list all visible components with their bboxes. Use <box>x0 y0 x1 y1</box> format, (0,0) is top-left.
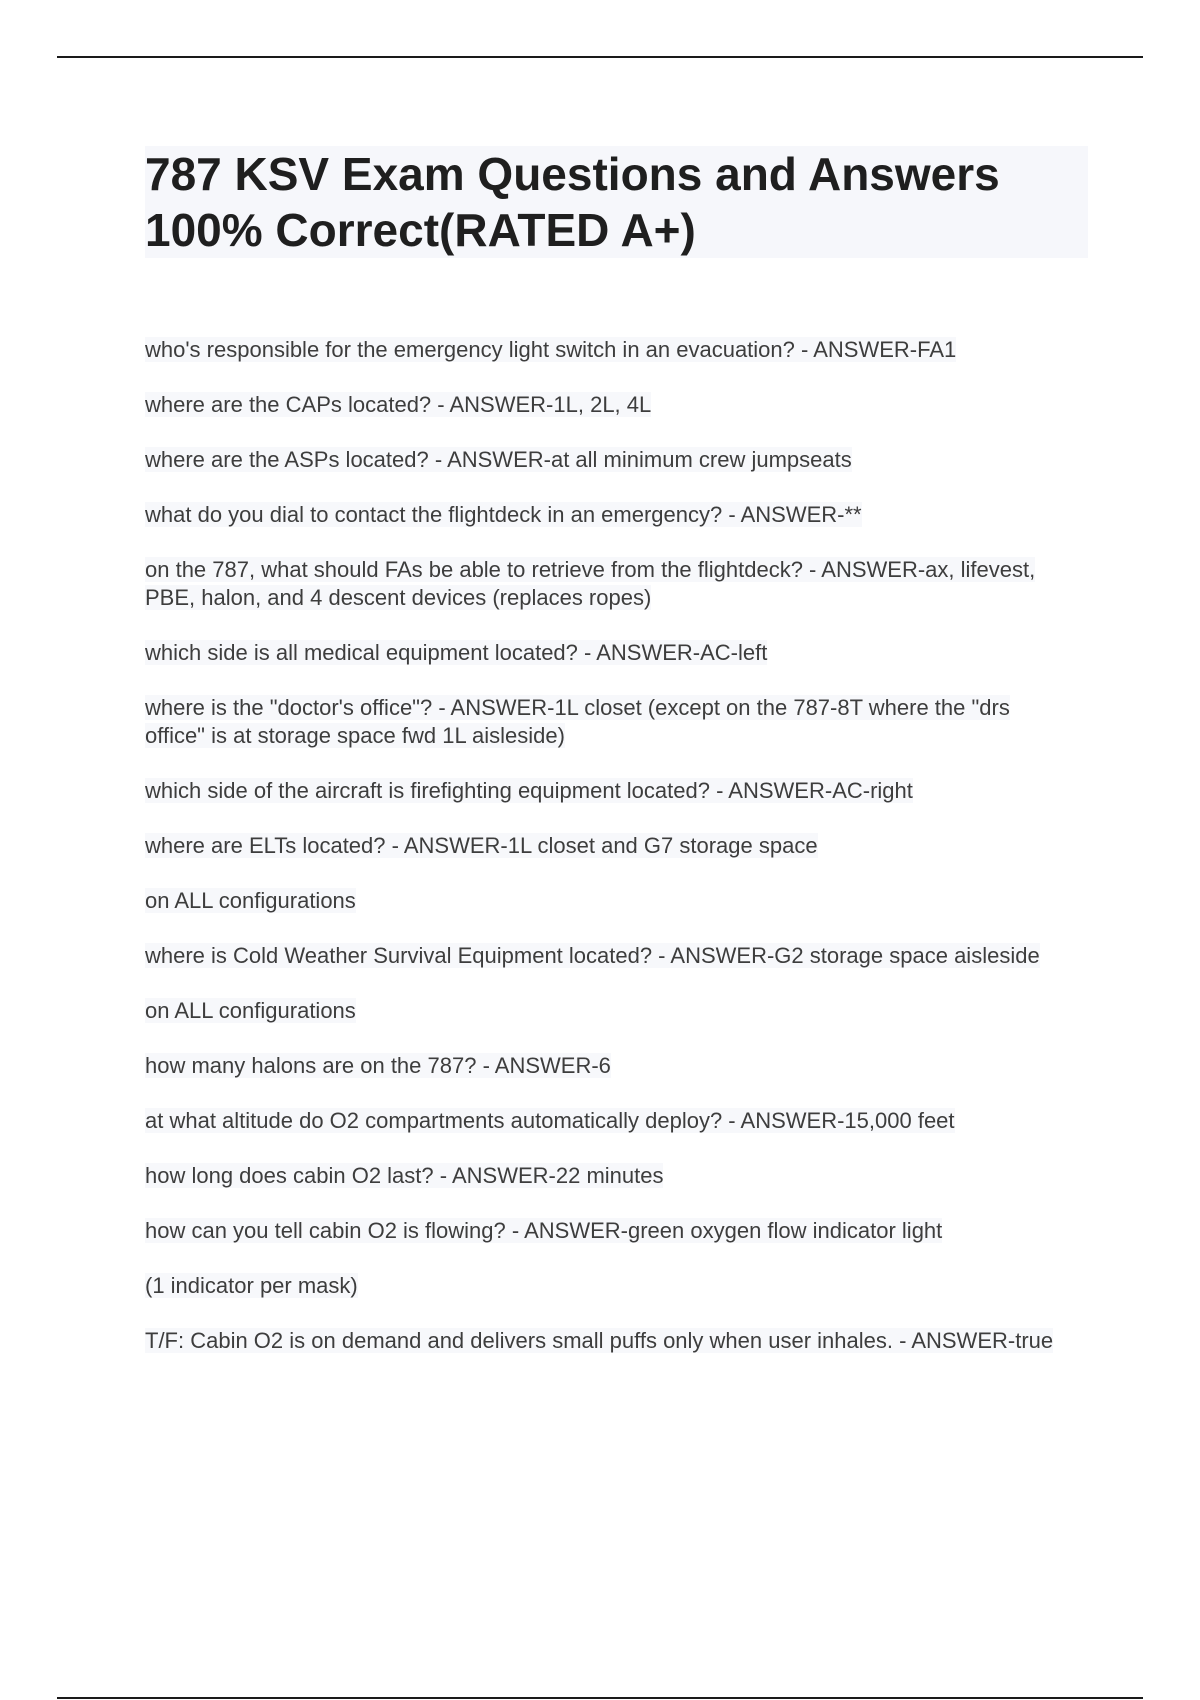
top-divider <box>57 56 1143 58</box>
qa-list <box>145 336 1065 1382</box>
qa-item <box>145 777 1065 805</box>
qa-item <box>145 1052 1065 1080</box>
qa-text: (1 indicator per mask) <box>145 1273 358 1298</box>
qa-text: T/F: Cabin O2 is on demand and delivers small puffs only when user inhales. - ANSWER-true <box>145 1328 1054 1353</box>
qa-item <box>145 501 1065 529</box>
qa-item <box>145 997 1065 1025</box>
qa-item <box>145 1162 1065 1190</box>
qa-text: how long does cabin O2 last? - ANSWER-22 minutes <box>145 1163 664 1188</box>
qa-item <box>145 942 1065 970</box>
qa-item <box>145 832 1065 860</box>
qa-text: where are ELTs located? - ANSWER-1L closet and G7 storage space <box>145 833 818 858</box>
qa-item <box>145 1327 1065 1355</box>
bottom-divider <box>57 1697 1143 1699</box>
document-title <box>145 146 1088 258</box>
qa-text: which side is all medical equipment located? - ANSWER-AC-left <box>145 640 768 665</box>
qa-text: where is Cold Weather Survival Equipment located? - ANSWER-G2 storage space aisleside <box>145 943 1040 968</box>
qa-item <box>145 1107 1065 1135</box>
qa-text: which side of the aircraft is firefighting equipment located? - ANSWER-AC-right <box>145 778 913 803</box>
title-line-1: 787 KSV Exam Questions and Answers <box>145 148 1000 200</box>
qa-item <box>145 446 1065 474</box>
qa-text: where is the "doctor's office"? - ANSWER-1L closet (except on the 787-8T where the "drs office" is at storage space fwd 1L aisleside) <box>145 695 1010 748</box>
qa-item <box>145 639 1065 667</box>
qa-item <box>145 1272 1065 1300</box>
qa-text: who's responsible for the emergency light switch in an evacuation? - ANSWER-FA1 <box>145 337 957 362</box>
qa-item <box>145 336 1065 364</box>
qa-text: where are the CAPs located? - ANSWER-1L, 2L, 4L <box>145 392 652 417</box>
title-line-2: 100% Correct(RATED A+) <box>145 204 696 256</box>
qa-item <box>145 1217 1065 1245</box>
qa-item <box>145 391 1065 419</box>
qa-text: on the 787, what should FAs be able to retrieve from the flightdeck? - ANSWER-ax, lifevest, PBE, halon, and 4 descent devices (replaces ropes) <box>145 557 1036 610</box>
qa-text: on ALL configurations <box>145 998 356 1023</box>
qa-item <box>145 887 1065 915</box>
qa-item <box>145 694 1065 750</box>
qa-text: where are the ASPs located? - ANSWER-at all minimum crew jumpseats <box>145 447 852 472</box>
qa-item <box>145 556 1065 612</box>
qa-text: on ALL configurations <box>145 888 356 913</box>
qa-text: how can you tell cabin O2 is flowing? - ANSWER-green oxygen flow indicator light <box>145 1218 943 1243</box>
qa-text: at what altitude do O2 compartments automatically deploy? - ANSWER-15,000 feet <box>145 1108 955 1133</box>
qa-text: what do you dial to contact the flightdeck in an emergency? - ANSWER-** <box>145 502 862 527</box>
qa-text: how many halons are on the 787? - ANSWER-6 <box>145 1053 611 1078</box>
